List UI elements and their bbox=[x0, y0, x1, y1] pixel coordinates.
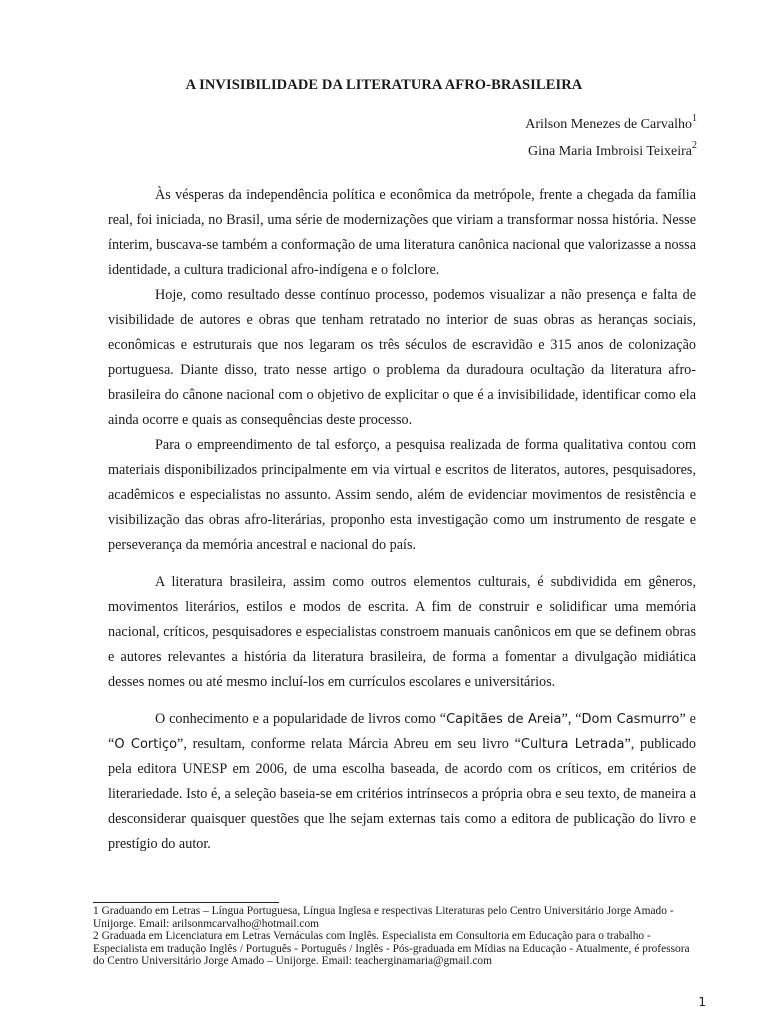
book-title-cultura-letrada: Cultura Letrada bbox=[520, 737, 625, 752]
footnote-1-mark: 1 bbox=[93, 905, 99, 917]
book-title-dom-casmurro: Dom Casmurro bbox=[581, 712, 680, 727]
footnote-1 bbox=[93, 905, 697, 930]
paragraph-3: Para o empreendimento de tal esforço, a pesquisa realizada de forma qualitativa contou com materiais disponibilizados principalmente em via virtual e escritos de literatos, autores, pesquisadores, acadêmicos e especialistas no assunto. Assim sendo, além de evidenciar movimentos de resistência e visibilização das obras afro-literárias, proponho esta investigação como um instrumento de resgate e perseverança da memória ancestral e nacional do país. bbox=[108, 437, 696, 553]
paragraph-1: Às vésperas da independência política e econômica da metrópole, frente a chegada da família real, foi iniciada, no Brasil, uma série de modernizações que viriam a transformar nossa história. Nesse ínterim, buscava-se também a conformação de uma literatura canônica nacional que valorizasse a nossa identidade, a cultura tradicional afro-indígena e o folclore. bbox=[108, 187, 696, 278]
footnote-2 bbox=[93, 930, 697, 968]
page-number: 1 bbox=[698, 995, 706, 1009]
author-1-name: Arilson Menezes de Carvalho bbox=[525, 117, 692, 132]
footnote-2-text: Graduada em Licenciatura em Letras Vernáculas com Inglês. Especialista em Consultoria em Educação para o trabalho - Especialista em tradução Inglês / Português - Português / Inglês - Pós-graduada em Mídias na Educação - Atualmente, é professora do Centro Universitário Jorge Amado – Unijorge. Email: teachergina​maria@gmail.com bbox=[93, 930, 690, 968]
author-2 bbox=[528, 140, 697, 160]
p5-text-3: ” e “ bbox=[108, 711, 696, 752]
author-2-name: Gina Maria Imbroisi Teixeira bbox=[528, 144, 692, 159]
p5-text-4: ”, resultam, conforme relata Márcia Abreu em seu livro “ bbox=[177, 736, 521, 752]
paragraph-2: Hoje, como resultado desse contínuo processo, podemos visualizar a não presença e falta de visibilidade de autores e obras que tenham retratado no interior de suas obras as heranças sociais, econômicas e estruturais que nos legaram os três séculos de escravidão e 315 anos de colonização portuguesa. Diante disso, trato nesse artigo o problema da duradoura ocultação da literatura afro-brasileira do cânone nacional com o objetivo de explicitar o que é a invisibilidade, identificar como ela ainda ocorre e quais as consequências deste processo. bbox=[108, 287, 696, 428]
footnote-1-text: Graduando em Letras – Língua Portuguesa, Língua Inglesa e respectivas Literaturas pelo Centro Universitário Jorge Amado - Unijorge. Email: arilsonmcarvalho@hotmail.com bbox=[93, 905, 674, 930]
author-2-footnote-mark: 2 bbox=[692, 140, 697, 151]
author-1 bbox=[525, 113, 697, 133]
footnote-2-mark: 2 bbox=[93, 930, 99, 943]
article-body bbox=[108, 183, 696, 857]
book-title-o-cortico: O Cortiço bbox=[114, 737, 178, 752]
footnotes bbox=[93, 905, 697, 968]
paragraph-5 bbox=[108, 707, 696, 857]
paragraph-4: A literatura brasileira, assim como outros elementos culturais, é subdividida em gêneros, movimentos literários, estilos e modos de escrita. A fim de construir e solidificar uma memória nacional, críticos, pesquisadores e especialistas constroem manuais canônicos em que se definem obras e autores relevantes a história da literatura brasileira, de forma a fomentar a divulgação midiática desses nomes ou até mesmo incluí-los em currículos escolares e universitários. bbox=[108, 574, 696, 690]
book-title-capitaes-de-areia: Capitães de Areia bbox=[446, 712, 562, 727]
author-1-footnote-mark: 1 bbox=[692, 113, 697, 124]
p5-text-2: ”, “ bbox=[561, 711, 582, 727]
p5-text-5: ”, publicado pela editora UNESP em 2006, de uma escolha baseada, de acordo com os críticos, em critérios de literariedade. Isto é, a seleção baseia-se em critérios intrínsecos a própria obra e seu texto, de maneira a desconsiderar quaisquer questões que lhe sejam externas tais como a editora de publicação do livro e prestígio do autor. bbox=[108, 736, 696, 852]
footnote-divider bbox=[93, 902, 279, 903]
p5-text-1: O conhecimento e a popularidade de livros como “ bbox=[155, 711, 447, 727]
article-title: A INVISIBILIDADE DA LITERATURA AFRO-BRASILEIRA bbox=[185, 77, 583, 93]
